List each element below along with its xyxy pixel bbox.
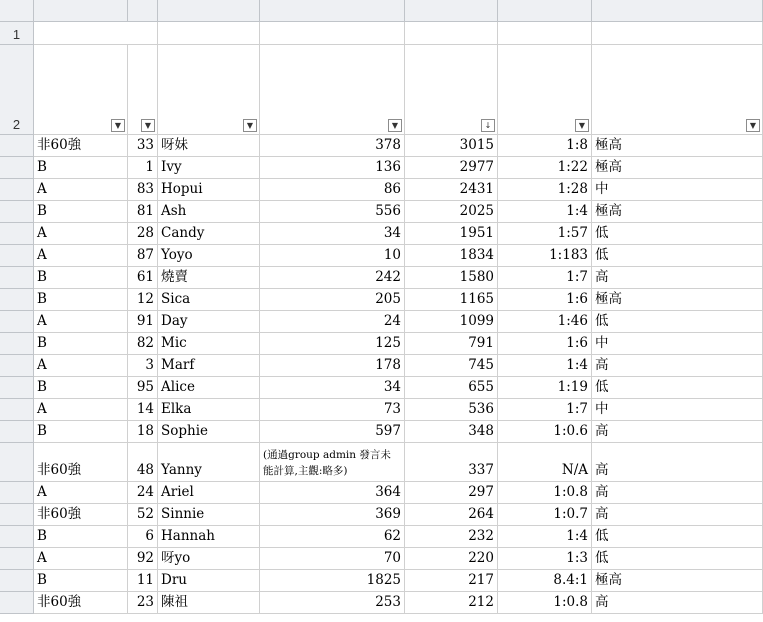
table-cell[interactable]: 1580: [405, 267, 498, 289]
table-cell[interactable]: B: [34, 289, 128, 311]
table-cell[interactable]: 242: [260, 267, 405, 289]
filter-dropdown-icon[interactable]: ▼: [575, 119, 589, 132]
table-cell[interactable]: 297: [405, 482, 498, 504]
row-header[interactable]: [0, 267, 34, 289]
table-cell[interactable]: 348: [405, 421, 498, 443]
table-cell[interactable]: 2977: [405, 157, 498, 179]
table-cell[interactable]: 125: [260, 333, 405, 355]
table-cell[interactable]: Mic: [158, 333, 260, 355]
header-cell-d[interactable]: [260, 45, 405, 135]
table-cell[interactable]: 低: [592, 223, 763, 245]
table-cell[interactable]: 中: [592, 399, 763, 421]
table-cell[interactable]: 33: [128, 135, 158, 157]
table-cell[interactable]: B: [34, 333, 128, 355]
row-header[interactable]: [0, 377, 34, 399]
row-header[interactable]: [0, 135, 34, 157]
table-cell[interactable]: 212: [405, 592, 498, 614]
table-cell[interactable]: 61: [128, 267, 158, 289]
table-cell[interactable]: 23: [128, 592, 158, 614]
table-cell[interactable]: A: [34, 245, 128, 267]
column-header-e[interactable]: [405, 0, 498, 22]
table-cell[interactable]: Dru: [158, 570, 260, 592]
column-header-c[interactable]: [158, 0, 260, 22]
table-cell[interactable]: B: [34, 157, 128, 179]
table-cell[interactable]: Sinnie: [158, 504, 260, 526]
row-header[interactable]: [0, 421, 34, 443]
table-cell[interactable]: B: [34, 201, 128, 223]
table-cell[interactable]: 81: [128, 201, 158, 223]
table-cell[interactable]: 1:0.8: [498, 482, 592, 504]
table-cell[interactable]: 陳祖: [158, 592, 260, 614]
table-cell[interactable]: 1:22: [498, 157, 592, 179]
table-cell[interactable]: Yoyo: [158, 245, 260, 267]
table-cell[interactable]: 1:7: [498, 267, 592, 289]
empty-cell[interactable]: [260, 22, 405, 45]
row-header[interactable]: [0, 201, 34, 223]
table-cell[interactable]: 536: [405, 399, 498, 421]
column-header-b[interactable]: [128, 0, 158, 22]
table-cell[interactable]: 34: [260, 377, 405, 399]
table-cell[interactable]: 70: [260, 548, 405, 570]
table-cell[interactable]: 1:0.8: [498, 592, 592, 614]
table-cell[interactable]: A: [34, 482, 128, 504]
table-cell[interactable]: 217: [405, 570, 498, 592]
table-cell[interactable]: 264: [405, 504, 498, 526]
table-cell[interactable]: 低: [592, 548, 763, 570]
empty-cell[interactable]: [498, 22, 592, 45]
table-cell[interactable]: Day: [158, 311, 260, 333]
table-cell[interactable]: Sica: [158, 289, 260, 311]
table-cell[interactable]: 14: [128, 399, 158, 421]
table-cell[interactable]: 337: [405, 443, 498, 482]
table-cell[interactable]: 6: [128, 526, 158, 548]
row-header[interactable]: [0, 482, 34, 504]
table-cell[interactable]: Elka: [158, 399, 260, 421]
table-cell[interactable]: 1:183: [498, 245, 592, 267]
table-cell[interactable]: 呀yo: [158, 548, 260, 570]
table-cell[interactable]: 極高: [592, 201, 763, 223]
table-cell[interactable]: 52: [128, 504, 158, 526]
table-cell[interactable]: 極高: [592, 135, 763, 157]
table-cell[interactable]: 1:19: [498, 377, 592, 399]
row-header[interactable]: [0, 157, 34, 179]
empty-cell[interactable]: [158, 22, 260, 45]
table-cell[interactable]: 205: [260, 289, 405, 311]
table-cell[interactable]: 1:28: [498, 179, 592, 201]
table-cell[interactable]: 高: [592, 267, 763, 289]
row-header[interactable]: [0, 289, 34, 311]
table-cell[interactable]: 2431: [405, 179, 498, 201]
row-header[interactable]: [0, 443, 34, 482]
table-cell[interactable]: 非60強: [34, 592, 128, 614]
table-cell[interactable]: 12: [128, 289, 158, 311]
table-cell[interactable]: 高: [592, 443, 763, 482]
table-cell[interactable]: Ash: [158, 201, 260, 223]
table-cell[interactable]: Ivy: [158, 157, 260, 179]
filter-dropdown-icon[interactable]: ▼: [746, 119, 760, 132]
table-cell[interactable]: 高: [592, 504, 763, 526]
table-cell[interactable]: 1:8: [498, 135, 592, 157]
table-cell[interactable]: 232: [405, 526, 498, 548]
filter-dropdown-icon[interactable]: ▼: [111, 119, 125, 132]
table-cell[interactable]: Alice: [158, 377, 260, 399]
table-cell[interactable]: A: [34, 355, 128, 377]
table-cell[interactable]: 極高: [592, 157, 763, 179]
table-cell[interactable]: 極高: [592, 570, 763, 592]
empty-cell[interactable]: [405, 22, 498, 45]
table-cell[interactable]: 92: [128, 548, 158, 570]
table-cell[interactable]: 24: [128, 482, 158, 504]
table-cell[interactable]: 28: [128, 223, 158, 245]
table-cell[interactable]: B: [34, 570, 128, 592]
title-cell[interactable]: [34, 22, 158, 45]
table-cell[interactable]: A: [34, 548, 128, 570]
table-cell[interactable]: 1:4: [498, 201, 592, 223]
table-cell[interactable]: 48: [128, 443, 158, 482]
header-cell-g[interactable]: [592, 45, 763, 135]
column-header-d[interactable]: [260, 0, 405, 22]
table-cell[interactable]: 1825: [260, 570, 405, 592]
table-cell[interactable]: Yanny: [158, 443, 260, 482]
table-cell[interactable]: B: [34, 421, 128, 443]
table-cell[interactable]: 1165: [405, 289, 498, 311]
table-cell[interactable]: 低: [592, 245, 763, 267]
table-cell[interactable]: 73: [260, 399, 405, 421]
table-cell[interactable]: 非60強: [34, 443, 128, 482]
table-cell[interactable]: 1:6: [498, 333, 592, 355]
table-cell[interactable]: 低: [592, 526, 763, 548]
table-cell[interactable]: 24: [260, 311, 405, 333]
row-header[interactable]: [0, 311, 34, 333]
row-header-2[interactable]: 2: [0, 45, 34, 135]
table-cell[interactable]: 1099: [405, 311, 498, 333]
table-cell[interactable]: Candy: [158, 223, 260, 245]
table-cell[interactable]: 655: [405, 377, 498, 399]
table-cell[interactable]: 1951: [405, 223, 498, 245]
table-cell[interactable]: Marf: [158, 355, 260, 377]
table-cell[interactable]: 燒賣: [158, 267, 260, 289]
table-cell[interactable]: 83: [128, 179, 158, 201]
table-cell[interactable]: 95: [128, 377, 158, 399]
table-cell[interactable]: 1:0.6: [498, 421, 592, 443]
table-cell[interactable]: 極高: [592, 289, 763, 311]
table-cell[interactable]: Hannah: [158, 526, 260, 548]
table-cell[interactable]: 1:0.7: [498, 504, 592, 526]
table-cell[interactable]: A: [34, 223, 128, 245]
table-cell[interactable]: 364: [260, 482, 405, 504]
row-header[interactable]: [0, 179, 34, 201]
table-cell[interactable]: 8.4:1: [498, 570, 592, 592]
row-header[interactable]: [0, 570, 34, 592]
row-header[interactable]: [0, 223, 34, 245]
table-cell[interactable]: 87: [128, 245, 158, 267]
table-cell[interactable]: 369: [260, 504, 405, 526]
row-header[interactable]: [0, 399, 34, 421]
table-cell[interactable]: 高: [592, 355, 763, 377]
row-header[interactable]: [0, 504, 34, 526]
table-cell[interactable]: 低: [592, 311, 763, 333]
table-cell[interactable]: 136: [260, 157, 405, 179]
table-cell[interactable]: 378: [260, 135, 405, 157]
table-cell[interactable]: 非60強: [34, 504, 128, 526]
table-cell[interactable]: A: [34, 179, 128, 201]
column-header-a[interactable]: [34, 0, 128, 22]
table-cell[interactable]: 556: [260, 201, 405, 223]
table-cell[interactable]: 高: [592, 482, 763, 504]
row-header-1[interactable]: 1: [0, 22, 34, 45]
row-header[interactable]: [0, 245, 34, 267]
table-cell[interactable]: 220: [405, 548, 498, 570]
table-cell[interactable]: 呀妹: [158, 135, 260, 157]
row-header[interactable]: [0, 355, 34, 377]
table-cell[interactable]: 10: [260, 245, 405, 267]
row-header[interactable]: [0, 548, 34, 570]
table-cell[interactable]: 1:3: [498, 548, 592, 570]
table-cell[interactable]: A: [34, 311, 128, 333]
table-cell[interactable]: 高: [592, 592, 763, 614]
table-cell[interactable]: B: [34, 267, 128, 289]
table-cell[interactable]: A: [34, 399, 128, 421]
table-cell[interactable]: 1:7: [498, 399, 592, 421]
filter-dropdown-icon[interactable]: ▼: [243, 119, 257, 132]
table-cell[interactable]: N/A: [498, 443, 592, 482]
table-cell[interactable]: 1834: [405, 245, 498, 267]
table-cell[interactable]: 34: [260, 223, 405, 245]
table-cell[interactable]: Sophie: [158, 421, 260, 443]
column-header-f[interactable]: [498, 0, 592, 22]
table-cell[interactable]: 597: [260, 421, 405, 443]
table-cell[interactable]: 178: [260, 355, 405, 377]
row-header[interactable]: [0, 333, 34, 355]
table-cell[interactable]: 745: [405, 355, 498, 377]
table-cell[interactable]: B: [34, 377, 128, 399]
table-cell[interactable]: 11: [128, 570, 158, 592]
row-header[interactable]: [0, 592, 34, 614]
column-header-g[interactable]: [592, 0, 763, 22]
row-header[interactable]: [0, 526, 34, 548]
table-cell[interactable]: 1:46: [498, 311, 592, 333]
filter-dropdown-icon[interactable]: ▼: [141, 119, 155, 132]
table-cell[interactable]: 高: [592, 421, 763, 443]
table-cell[interactable]: 82: [128, 333, 158, 355]
table-cell[interactable]: 非60強: [34, 135, 128, 157]
table-cell[interactable]: 791: [405, 333, 498, 355]
table-cell[interactable]: 2025: [405, 201, 498, 223]
table-cell[interactable]: 1:4: [498, 355, 592, 377]
table-cell[interactable]: 86: [260, 179, 405, 201]
table-cell[interactable]: 1:6: [498, 289, 592, 311]
table-cell[interactable]: 中: [592, 333, 763, 355]
sort-filter-icon[interactable]: ↓: [481, 119, 495, 132]
table-cell[interactable]: 91: [128, 311, 158, 333]
table-cell[interactable]: Ariel: [158, 482, 260, 504]
table-cell[interactable]: 253: [260, 592, 405, 614]
table-cell[interactable]: 1:57: [498, 223, 592, 245]
table-cell[interactable]: 中: [592, 179, 763, 201]
table-cell[interactable]: Hopui: [158, 179, 260, 201]
table-cell[interactable]: 3: [128, 355, 158, 377]
table-cell[interactable]: 低: [592, 377, 763, 399]
table-cell[interactable]: 1:4: [498, 526, 592, 548]
table-cell[interactable]: 1: [128, 157, 158, 179]
empty-cell[interactable]: [592, 22, 763, 45]
table-cell[interactable]: (通過group admin 發言未 能計算,主觀:略多): [260, 443, 405, 482]
filter-dropdown-icon[interactable]: ▼: [388, 119, 402, 132]
table-cell[interactable]: 62: [260, 526, 405, 548]
select-all-corner[interactable]: [0, 0, 34, 22]
table-cell[interactable]: 3015: [405, 135, 498, 157]
table-cell[interactable]: B: [34, 526, 128, 548]
table-cell[interactable]: 18: [128, 421, 158, 443]
